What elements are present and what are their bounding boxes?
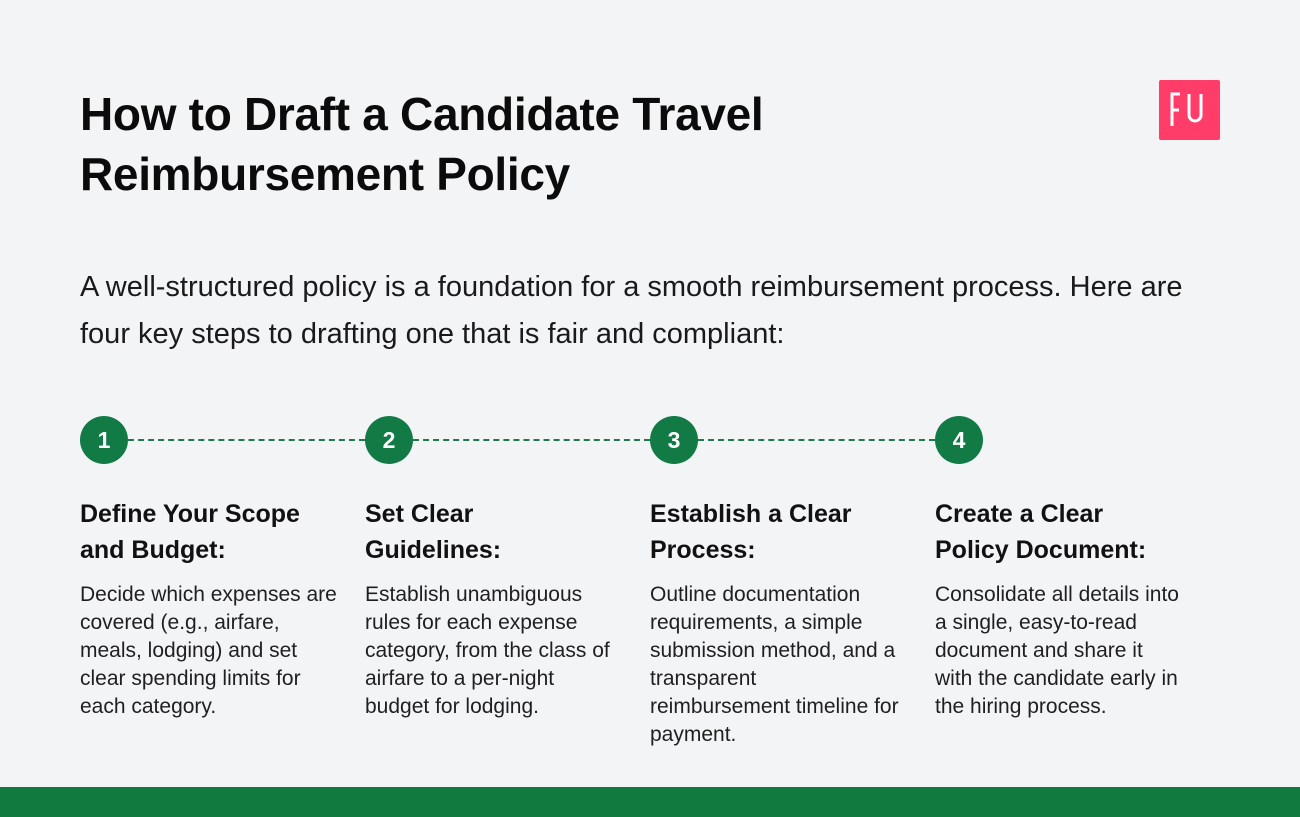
step-heading-2: Set Clear Guidelines:: [365, 500, 502, 564]
step-number-2: 2: [365, 416, 413, 464]
step-connector-1-2: [128, 439, 365, 441]
step-heading-1: Define Your Scope and Budget:: [80, 500, 300, 564]
step-body-3: Outline documentation requirements, a simple submission method, and a transparent reimbursement timeline for payment.: [650, 583, 899, 746]
step-connector-3-4: [698, 439, 935, 441]
step-heading-3: Establish a Clear Process:: [650, 500, 852, 564]
step-body-2: Establish unambiguous rules for each expense category, from the class of airfare to a per-night budget for lodging.: [365, 583, 610, 718]
step-number-3: 3: [650, 416, 698, 464]
step-body-1: Decide which expenses are covered (e.g., airfare, meals, lodging) and set clear spending limits for each category.: [80, 583, 337, 718]
step-heading-4: Create a Clear Policy Document:: [935, 500, 1147, 564]
page-title: How to Draft a Candidate Travel Reimbursement Policy: [80, 88, 764, 200]
step-number-1: 1: [80, 416, 128, 464]
footer-bar: [0, 787, 1300, 817]
step-connector-2-3: [413, 439, 650, 441]
step-body-4: Consolidate all details into a single, easy-to-read document and share it with the candidate early in the hiring process.: [935, 583, 1179, 718]
step-number-4: 4: [935, 416, 983, 464]
intro-text: A well-structured policy is a foundation for a smooth reimbursement process. Here are four key steps to drafting one that is fair and compliant:: [80, 271, 1183, 350]
brand-logo-icon: [1159, 80, 1220, 140]
